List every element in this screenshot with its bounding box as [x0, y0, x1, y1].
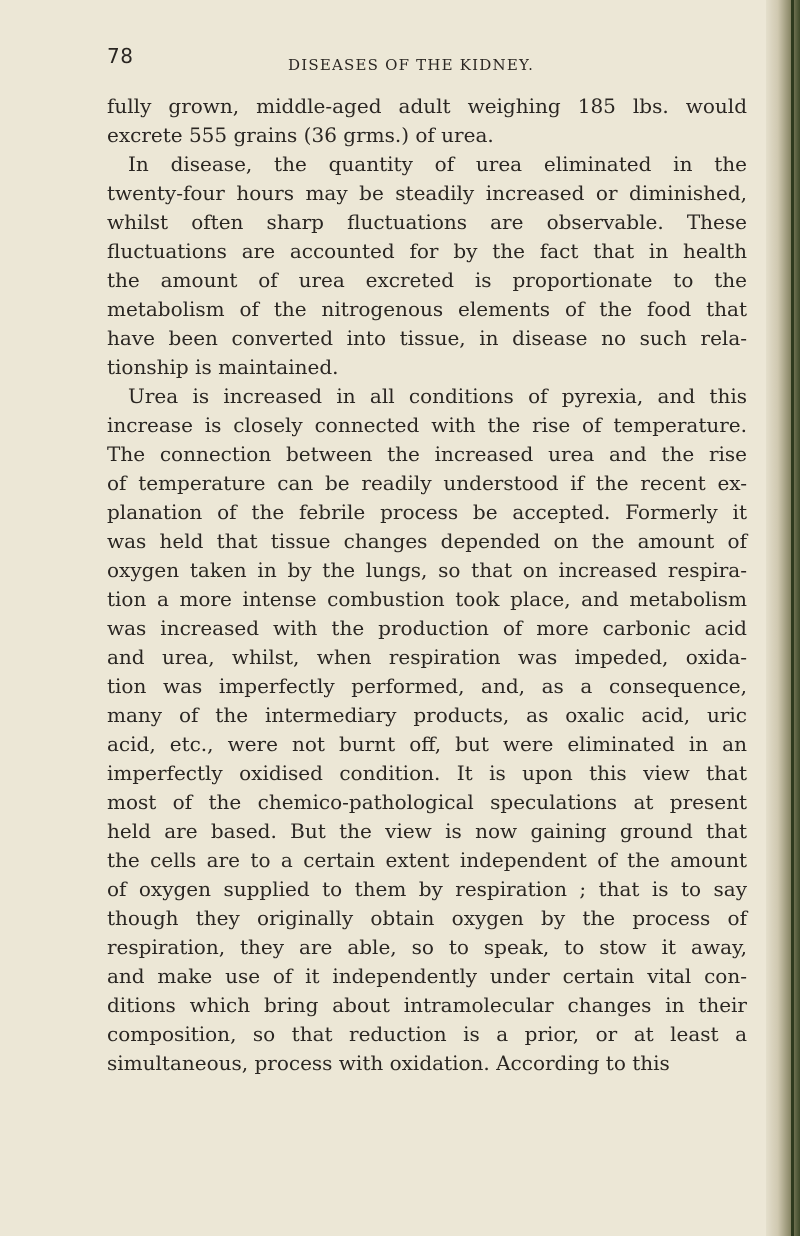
text-line: held are based. But the view is now gaining ground that: [107, 819, 747, 843]
text-line: of oxygen supplied to them by respiration ; that is to say: [107, 877, 747, 901]
text-line: the amount of urea excreted is proportionate to the: [107, 268, 747, 292]
paragraph: [107, 92, 747, 150]
text-line: most of the chemico-pathological speculations at present: [107, 790, 747, 814]
text-line: was held that tissue changes depended on the amount of: [107, 529, 747, 553]
text-line: The connection between the increased urea and the rise: [107, 442, 747, 466]
text-line: simultaneous, process with oxidation. According to this: [107, 1051, 670, 1075]
paragraph: [107, 150, 747, 382]
text-line: increase is closely connected with the rise of temperature.: [107, 413, 747, 437]
text-line: the cells are to a certain extent independent of the amount: [107, 848, 747, 872]
text-line: and urea, whilst, when respiration was impeded, oxida-: [107, 645, 747, 669]
text-line: fluctuations are accounted for by the fact that in health: [107, 239, 747, 263]
body-text: [107, 92, 747, 1078]
text-line: oxygen taken in by the lungs, so that on increased respira-: [107, 558, 747, 582]
text-line: though they originally obtain oxygen by the process of: [107, 906, 747, 930]
text-line: ditions which bring about intramolecular changes in their: [107, 993, 747, 1017]
text-line: tion a more intense combustion took place, and metabolism: [107, 587, 747, 611]
text-line: tionship is maintained.: [107, 355, 339, 379]
text-line: excrete 555 grains (36 grms.) of urea.: [107, 123, 494, 147]
text-line: of temperature can be readily understood if the recent ex-: [107, 471, 747, 495]
text-line: planation of the febrile process be accepted. Formerly it: [107, 500, 747, 524]
binding-edge: [791, 0, 794, 1236]
text-line: respiration, they are able, so to speak, to stow it away,: [107, 935, 747, 959]
text-line: tion was imperfectly performed, and, as a consequence,: [107, 674, 747, 698]
text-line: was increased with the production of more carbonic acid: [107, 616, 747, 640]
text-line: have been converted into tissue, in disease no such rela-: [107, 326, 747, 350]
text-line: In disease, the quantity of urea eliminated in the: [128, 152, 747, 176]
text-line: twenty-four hours may be steadily increased or diminished,: [107, 181, 747, 205]
text-line: whilst often sharp fluctuations are observable. These: [107, 210, 747, 234]
book-spine-shadow: [766, 0, 800, 1236]
text-line: acid, etc., were not burnt off, but were eliminated in an: [107, 732, 747, 756]
text-line: metabolism of the nitrogenous elements of the food that: [107, 297, 747, 321]
text-line: composition, so that reduction is a prior, or at least a: [107, 1022, 747, 1046]
page-number: 78: [107, 44, 134, 68]
text-line: and make use of it independently under certain vital con-: [107, 964, 747, 988]
text-line: Urea is increased in all conditions of pyrexia, and this: [128, 384, 747, 408]
paragraph: [107, 382, 747, 1078]
text-line: fully grown, middle-aged adult weighing 185 lbs. would: [107, 94, 747, 118]
text-line: imperfectly oxidised condition. It is upon this view that: [107, 761, 747, 785]
text-line: many of the intermediary products, as oxalic acid, uric: [107, 703, 747, 727]
running-head: DISEASES OF THE KIDNEY.: [288, 56, 535, 74]
